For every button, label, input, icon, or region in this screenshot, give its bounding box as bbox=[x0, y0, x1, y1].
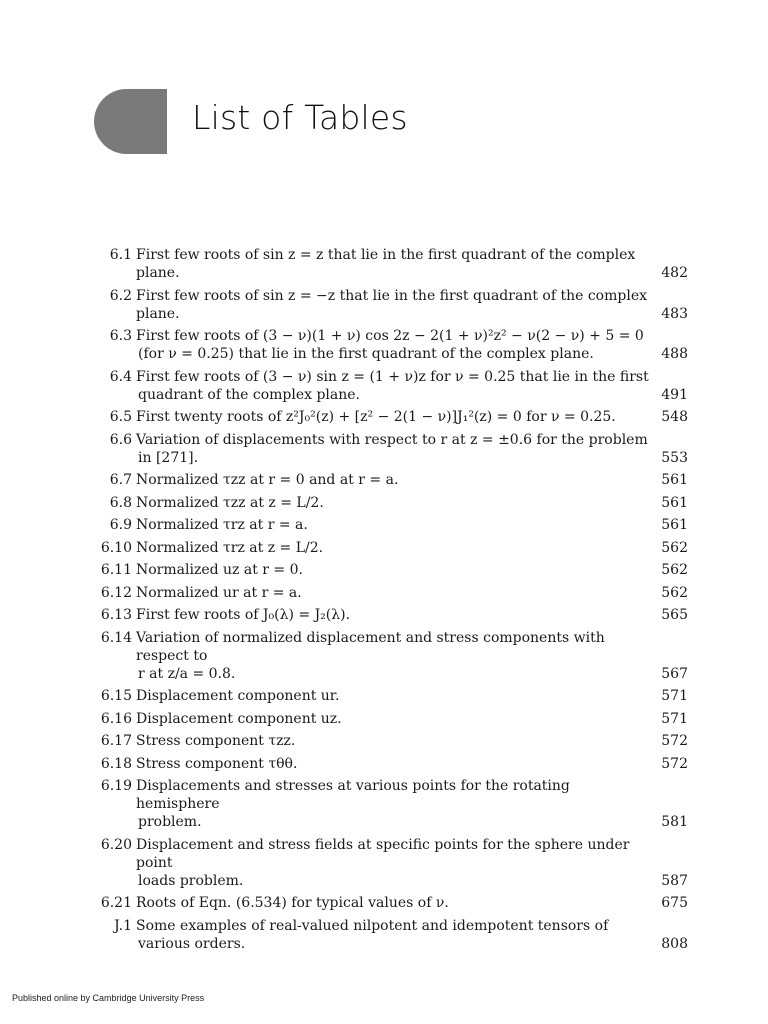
caption-line: First twenty roots of z²J₀²(z) + [z² − 2(1 − ν)]J₁²(z) = 0 for ν = 0.25. bbox=[136, 409, 616, 425]
table-number: 6.19 bbox=[100, 778, 132, 794]
page-number: 565 bbox=[661, 607, 688, 623]
page-number: 482 bbox=[661, 265, 688, 281]
table-entry[interactable] bbox=[96, 561, 688, 579]
table-caption bbox=[136, 755, 688, 773]
table-entry[interactable] bbox=[96, 629, 688, 683]
table-number: 6.4 bbox=[109, 368, 132, 385]
page-number: 581 bbox=[661, 814, 688, 830]
table-entry[interactable] bbox=[96, 755, 688, 773]
table-caption bbox=[136, 539, 688, 557]
table-entry[interactable] bbox=[96, 732, 688, 750]
table-caption bbox=[136, 606, 688, 624]
table-caption bbox=[136, 629, 688, 683]
table-number: 6.16 bbox=[100, 710, 132, 727]
page-number: 572 bbox=[661, 733, 688, 749]
table-number: 6.18 bbox=[100, 755, 132, 772]
table-number: 6.8 bbox=[109, 494, 132, 511]
table-number: 6.7 bbox=[109, 472, 132, 488]
table-number: 6.17 bbox=[100, 733, 132, 749]
table-entry[interactable] bbox=[96, 368, 688, 404]
page-number: 562 bbox=[661, 539, 688, 556]
publisher-footer: Published online by Cambridge University Press bbox=[12, 993, 205, 1003]
caption-line: Normalized τrz at z = L/2. bbox=[136, 539, 324, 556]
table-number: 6.9 bbox=[109, 517, 132, 533]
caption-line: Stress component τzz. bbox=[136, 733, 296, 749]
caption-line: Displacements and stresses at various points for the rotating hemisphere bbox=[136, 778, 570, 812]
page-number: 562 bbox=[661, 584, 688, 601]
page-number: 548 bbox=[661, 409, 688, 425]
caption-continuation: various orders. bbox=[138, 935, 246, 952]
caption-line: Displacement component ur. bbox=[136, 688, 340, 704]
table-number: 6.3 bbox=[109, 328, 132, 344]
table-caption bbox=[136, 408, 688, 426]
table-entry[interactable] bbox=[96, 894, 688, 912]
table-number: 6.14 bbox=[100, 629, 132, 646]
table-entry[interactable] bbox=[96, 687, 688, 705]
page-number: 562 bbox=[661, 562, 688, 578]
page-number: 675 bbox=[661, 895, 688, 911]
caption-line: Displacement and stress fields at specific points for the sphere under point bbox=[136, 836, 630, 871]
table-caption bbox=[136, 368, 688, 404]
table-caption bbox=[136, 777, 688, 831]
table-caption bbox=[136, 287, 688, 323]
caption-line: Normalized ur at r = a. bbox=[136, 584, 302, 601]
table-caption bbox=[136, 516, 688, 534]
caption-line: Variation of normalized displacement and stress components with respect to bbox=[136, 629, 605, 664]
table-number: 6.10 bbox=[100, 539, 132, 556]
table-entry[interactable] bbox=[96, 287, 688, 323]
table-entry[interactable] bbox=[96, 494, 688, 512]
table-number: 6.5 bbox=[109, 409, 132, 425]
table-entry[interactable] bbox=[96, 539, 688, 557]
caption-line: Normalized uz at r = 0. bbox=[136, 562, 303, 578]
table-number: 6.11 bbox=[100, 562, 132, 578]
list-of-tables bbox=[96, 246, 688, 957]
table-number: 6.15 bbox=[100, 688, 132, 704]
caption-line: Displacement component uz. bbox=[136, 710, 342, 727]
caption-line: First few roots of (3 − ν) sin z = (1 + ν)z for ν = 0.25 that lie in the first bbox=[136, 368, 649, 385]
table-number: 6.13 bbox=[100, 607, 132, 623]
caption-line: First few roots of sin z = z that lie in the first quadrant of the complex plane. bbox=[136, 247, 636, 281]
table-number: 6.20 bbox=[100, 836, 132, 853]
table-caption bbox=[136, 836, 688, 890]
caption-line: Normalized τzz at z = L/2. bbox=[136, 494, 324, 511]
caption-line: Stress component τθθ. bbox=[136, 755, 298, 772]
caption-continuation: problem. bbox=[138, 814, 202, 830]
table-entry[interactable] bbox=[96, 584, 688, 602]
caption-line: Normalized τrz at r = a. bbox=[136, 517, 308, 533]
table-caption bbox=[136, 584, 688, 602]
table-number: 6.2 bbox=[109, 287, 132, 304]
table-caption bbox=[136, 710, 688, 728]
page-title: List of Tables bbox=[192, 98, 408, 137]
caption-line: Roots of Eqn. (6.534) for typical values of ν. bbox=[136, 895, 449, 911]
table-caption bbox=[136, 494, 688, 512]
page-number: 808 bbox=[661, 935, 688, 952]
table-caption bbox=[136, 471, 688, 489]
caption-line: Normalized τzz at r = 0 and at r = a. bbox=[136, 472, 399, 488]
table-entry[interactable] bbox=[96, 710, 688, 728]
table-caption bbox=[136, 894, 688, 912]
page-number: 488 bbox=[661, 346, 688, 362]
table-number: 6.21 bbox=[100, 895, 132, 911]
table-entry[interactable] bbox=[96, 917, 688, 953]
page-number: 553 bbox=[661, 449, 688, 466]
table-entry[interactable] bbox=[96, 431, 688, 467]
page-number: 561 bbox=[661, 517, 688, 533]
table-caption bbox=[136, 246, 688, 282]
caption-line: First few roots of J₀(λ) = J₂(λ). bbox=[136, 607, 351, 623]
page-number: 567 bbox=[661, 665, 688, 682]
table-number: J.1 bbox=[114, 917, 132, 934]
table-caption bbox=[136, 561, 688, 579]
page-number: 587 bbox=[661, 872, 688, 889]
table-number: 6.6 bbox=[109, 431, 132, 448]
table-entry[interactable] bbox=[96, 606, 688, 624]
caption-continuation: loads problem. bbox=[138, 872, 244, 889]
page-number: 561 bbox=[661, 494, 688, 511]
page-number: 483 bbox=[661, 305, 688, 322]
caption-line: Some examples of real-valued nilpotent and idempotent tensors of bbox=[136, 917, 609, 934]
table-caption bbox=[136, 917, 688, 953]
page-number: 571 bbox=[661, 688, 688, 704]
caption-continuation: (for ν = 0.25) that lie in the first quadrant of the complex plane. bbox=[138, 346, 594, 362]
table-number: 6.1 bbox=[109, 247, 132, 263]
caption-continuation: quadrant of the complex plane. bbox=[138, 386, 361, 403]
table-caption bbox=[136, 687, 688, 705]
page-number: 572 bbox=[661, 755, 688, 772]
caption-line: First few roots of (3 − ν)(1 + ν) cos 2z − 2(1 + ν)²z² − ν(2 − ν) + 5 = 0 bbox=[136, 328, 644, 344]
table-caption bbox=[136, 327, 688, 363]
table-entry[interactable] bbox=[96, 777, 688, 831]
table-entry[interactable] bbox=[96, 516, 688, 534]
caption-line: Variation of displacements with respect to r at z = ±0.6 for the problem bbox=[136, 431, 648, 448]
table-number: 6.12 bbox=[100, 584, 132, 601]
caption-continuation: r at z/a = 0.8. bbox=[138, 665, 236, 682]
table-caption bbox=[136, 732, 688, 750]
table-entry[interactable] bbox=[96, 246, 688, 282]
chapter-tab-marker bbox=[94, 89, 167, 154]
table-entry[interactable] bbox=[96, 408, 688, 426]
table-entry[interactable] bbox=[96, 836, 688, 890]
caption-continuation: in [271]. bbox=[138, 449, 199, 466]
page-number: 491 bbox=[661, 386, 688, 403]
caption-line: First few roots of sin z = −z that lie in the first quadrant of the complex plane. bbox=[136, 287, 647, 322]
page-number: 571 bbox=[661, 710, 688, 727]
table-entry[interactable] bbox=[96, 471, 688, 489]
table-entry[interactable] bbox=[96, 327, 688, 363]
page-number: 561 bbox=[661, 472, 688, 488]
table-caption bbox=[136, 431, 688, 467]
